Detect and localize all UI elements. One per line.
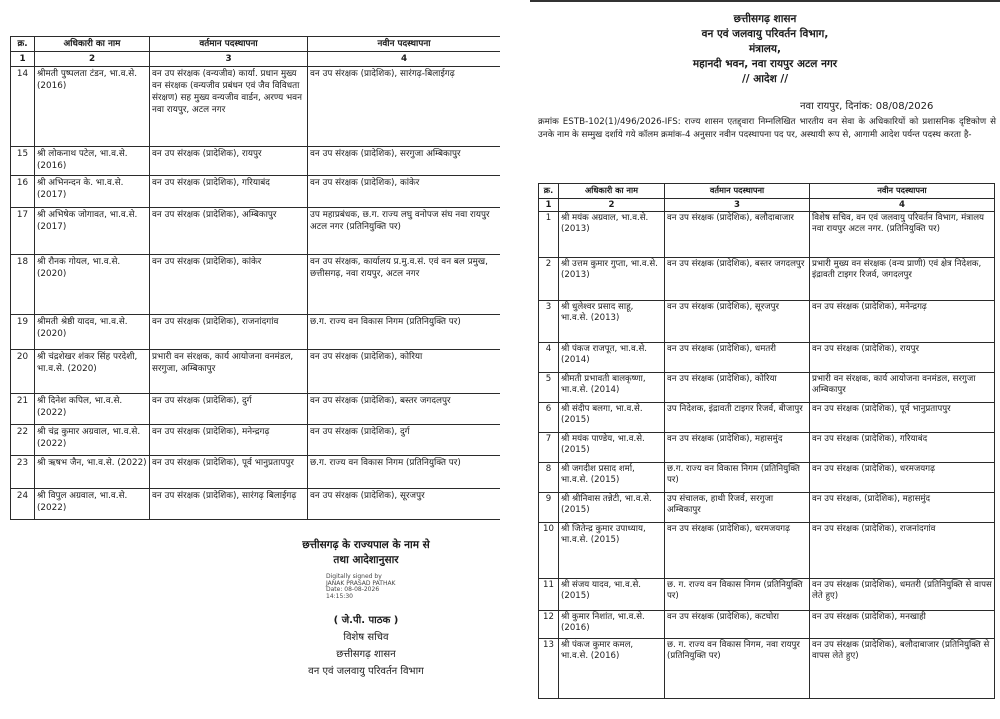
- table-row: [11, 350, 501, 394]
- cell-new-posting: वन उप संरक्षक (प्रादेशिक), कोरिया: [308, 350, 501, 394]
- col-header-sr: क्र.: [539, 184, 559, 199]
- cell-current-posting: वन उप संरक्षक (प्रादेशिक), सूरजपुर: [665, 300, 810, 342]
- cell-new-posting: वन उप संरक्षक (प्रादेशिक), सरगुजा अम्बिकापुर: [308, 147, 501, 176]
- cell-new-posting: वन उप संरक्षक (प्रादेशिक), रायपुर: [810, 342, 995, 372]
- cell-new-posting: वन उप संरक्षक (प्रादेशिक), दुर्ग: [308, 425, 501, 456]
- header-address: महानदी भवन, नवा रायपुर अटल नगर: [692, 58, 838, 70]
- table-row: [11, 489, 501, 520]
- cell-current-posting: उप संचालक, हाथी रिजर्व, सरगुजा अम्बिकापुर: [665, 492, 810, 522]
- cell-new-posting: वन उप संरक्षक (प्रादेशिक), पूर्व भानुप्रतापपुर: [810, 402, 995, 432]
- table-row: [11, 456, 501, 489]
- cell-officer-name: श्री जगदीश प्रसाद शर्मा, भा.व.से. (2015): [559, 462, 665, 492]
- cell-new-posting: वन उप संरक्षक (प्रादेशिक), सूरजपुर: [308, 489, 501, 520]
- cell-new-posting: विशेष सचिव, वन एवं जलवायु परिवर्तन विभाग, मंत्रालय नवा रायपुर अटल नगर. (प्रतिनियुक्ति पर): [810, 211, 995, 257]
- table-row: [539, 610, 995, 638]
- cell-sr: 12: [539, 610, 559, 638]
- cell-sr: 16: [11, 176, 35, 208]
- cell-sr: 19: [11, 315, 35, 350]
- cell-sr: 8: [539, 462, 559, 492]
- cell-officer-name: श्री चंद्र कुमार अग्रवाल, भा.व.से. (2022): [35, 425, 150, 456]
- cell-sr: 21: [11, 394, 35, 425]
- cell-new-posting: वन उप संरक्षक, कार्यालय प्र.मु.व.सं. एवं वन बल प्रमुख, छत्तीसगढ़, नवा रायपुर, अटल नगर: [308, 255, 501, 315]
- cell-current-posting: छ. ग. राज्य वन विकास निगम (प्रतिनियुक्ति पर): [665, 578, 810, 610]
- cell-new-posting: वन उप संरक्षक (प्रादेशिक), मनेन्द्रगढ़: [810, 300, 995, 342]
- cell-officer-name: श्री संजय यादव, भा.व.से. (2015): [559, 578, 665, 610]
- col-number: 3: [665, 198, 810, 211]
- col-number: 4: [308, 52, 501, 67]
- cell-current-posting: वन उप संरक्षक (प्रादेशिक), धरमजयगढ़: [665, 522, 810, 578]
- table-row: [11, 67, 501, 147]
- table-row: [11, 147, 501, 176]
- cell-current-posting: वन उप संरक्षक (प्रादेशिक), बलौदाबाजार: [665, 211, 810, 257]
- cell-officer-name: श्री लोकनाथ पटेल, भा.व.से. (2016): [35, 147, 150, 176]
- order-page-1: [530, 0, 1000, 719]
- col-number: 3: [150, 52, 308, 67]
- table-header-row: [11, 37, 501, 52]
- col-header-name: अधिकारी का नाम: [35, 37, 150, 52]
- col-header-current: वर्तमान पदस्थापना: [150, 37, 308, 52]
- table-row: [11, 425, 501, 456]
- cell-new-posting: वन उप संरक्षक (प्रादेशिक), बस्तर जगदलपुर: [308, 394, 501, 425]
- cell-new-posting: वन उप संरक्षक (प्रादेशिक), गरियाबंद: [810, 432, 995, 462]
- table-row: [539, 372, 995, 402]
- cell-current-posting: वन उप संरक्षक (प्रादेशिक), सारंगढ़ बिलाईगढ़: [150, 489, 308, 520]
- cell-officer-name: श्री अभिषेक जोगावत, भा.व.से. (2017): [35, 208, 150, 255]
- cell-current-posting: छ. ग. राज्य वन विकास निगम, नवा रायपुर (प्रतिनियुक्ति पर): [665, 638, 810, 698]
- table-row: [11, 394, 501, 425]
- cell-current-posting: वन उप संरक्षक (प्रादेशिक), दुर्ग: [150, 394, 308, 425]
- signatory-designation: विशेष सचिव: [343, 632, 389, 643]
- table-row: [11, 255, 501, 315]
- cell-officer-name: श्री अभिनन्दन के. भा.व.से. (2017): [35, 176, 150, 208]
- cell-sr: 4: [539, 342, 559, 372]
- header-govt: छत्तीसगढ़ शासन: [733, 13, 797, 25]
- cell-sr: 5: [539, 372, 559, 402]
- table-row: [539, 462, 995, 492]
- cell-officer-name: श्रीमती श्रेष्ठी यादव, भा.व.से. (2020): [35, 315, 150, 350]
- cell-officer-name: श्री दिनेश कपिल, भा.व.से. (2022): [35, 394, 150, 425]
- cell-new-posting: वन उप संरक्षक (प्रादेशिक), धरमजयगढ़: [810, 462, 995, 492]
- col-number: 4: [810, 198, 995, 211]
- cell-officer-name: श्री उत्तम कुमार गुप्ता, भा.व.से. (2013): [559, 257, 665, 300]
- signature-block: [232, 538, 500, 568]
- cell-sr: 23: [11, 456, 35, 489]
- cell-officer-name: श्री पंकज राजपूत, भा.व.से. (2014): [559, 342, 665, 372]
- cell-officer-name: श्री पंकज कुमार कमल, भा.व.से. (2016): [559, 638, 665, 698]
- cell-sr: 13: [539, 638, 559, 698]
- stamp-line: JANAK PRASAD PATHAK: [326, 579, 396, 587]
- cell-sr: 1: [539, 211, 559, 257]
- col-header-name: अधिकारी का नाम: [559, 184, 665, 199]
- cell-sr: 17: [11, 208, 35, 255]
- cell-new-posting: वन उप संरक्षक (प्रादेशिक), सारंगढ़-बिलाईगढ़: [308, 67, 501, 147]
- cell-officer-name: श्री धुलेश्वर प्रसाद साहू, भा.व.से. (2013): [559, 300, 665, 342]
- table-row: [539, 402, 995, 432]
- cell-sr: 11: [539, 578, 559, 610]
- cell-new-posting: प्रभारी मुख्य वन संरक्षक (वन्य प्राणी) एवं क्षेत्र निदेशक, इंद्रावती टाइगर रिजर्व, जगदलपुर: [810, 257, 995, 300]
- cell-current-posting: वन उप संरक्षक (प्रादेशिक), मनेन्द्रगढ़: [150, 425, 308, 456]
- col-header-new: नवीन पदस्थापना: [810, 184, 995, 199]
- signatory-details: [232, 612, 500, 680]
- order-paragraph: क्रमांक ESTB-102(1)/496/2026-IFS: राज्य शासन एतद्द्वारा निम्नलिखित भारतीय वन सेवा के अधिकारियों को प्रशासनिक दृष्टिकोण से उनके नाम के सम्मुख दर्शाये गये कॉलम क्रमांक-4 अनुसार नवीन पदस्थापना पद पर, अस्थायी रूप से, आगामी आदेश पर्यन्त पदस्थ करता है-: [538, 117, 996, 140]
- signatory-department: वन एवं जलवायु परिवर्तन विभाग: [308, 666, 424, 677]
- left-posting-table: [10, 36, 500, 520]
- col-header-new: नवीन पदस्थापना: [308, 37, 501, 52]
- cell-officer-name: श्रीमती पुष्पलता टंडन, भा.व.से. (2016): [35, 67, 150, 147]
- cell-current-posting: वन उप संरक्षक (प्रादेशिक), कोरिया: [665, 372, 810, 402]
- signatory-name: ( जे.पी. पाठक ): [333, 615, 399, 626]
- table-row: [539, 211, 995, 257]
- col-number: 1: [11, 52, 35, 67]
- cell-current-posting: वन उप संरक्षक (प्रादेशिक), राजनांदगांव: [150, 315, 308, 350]
- column-number-row: [539, 198, 995, 211]
- cell-new-posting: वन उप संरक्षक (प्रादेशिक), राजनांदगांव: [810, 522, 995, 578]
- cell-new-posting: वन उप संरक्षक, (प्रादेशिक), महासमुंद: [810, 492, 995, 522]
- cell-officer-name: श्री श्रीनिवास तन्नेटी, भा.व.से. (2015): [559, 492, 665, 522]
- cell-officer-name: श्रीमती प्रभावती बालकृष्णा, भा.व.से. (2014): [559, 372, 665, 402]
- cell-officer-name: श्री विपुल अग्रवाल, भा.व.से. (2022): [35, 489, 150, 520]
- cell-sr: 20: [11, 350, 35, 394]
- cell-current-posting: उप निदेशक, इंद्रावती टाइगर रिजर्व, बीजापुर: [665, 402, 810, 432]
- table-row: [11, 208, 501, 255]
- table-row: [539, 432, 995, 462]
- cell-sr: 14: [11, 67, 35, 147]
- cell-officer-name: श्री कुमार निशांत, भा.व.से. (2016): [559, 610, 665, 638]
- table-row: [539, 522, 995, 578]
- cell-current-posting: वन उप संरक्षक (प्रादेशिक), अम्बिकापुर: [150, 208, 308, 255]
- cell-new-posting: वन उप संरक्षक (प्रादेशिक), धमतरी (प्रतिनियुक्ति से वापस लेते हुए): [810, 578, 995, 610]
- header-department: वन एवं जलवायु परिवर्तन विभाग,: [701, 28, 829, 40]
- col-number: 1: [539, 198, 559, 211]
- cell-new-posting: प्रभारी वन संरक्षक, कार्य आयोजना वनमंडल, सरगुजा अम्बिकापुर: [810, 372, 995, 402]
- stamp-line: Digitally signed by: [326, 573, 382, 580]
- cell-officer-name: श्री ऋषभ जैन, भा.व.से. (2022): [35, 456, 150, 489]
- cell-sr: 15: [11, 147, 35, 176]
- cell-sr: 9: [539, 492, 559, 522]
- order-date: नवा रायपुर, दिनांक: 08/08/2026: [800, 101, 934, 112]
- table-row: [539, 342, 995, 372]
- header-ministry: मंत्रालय,: [749, 43, 781, 55]
- table-row: [539, 257, 995, 300]
- header-order-title: // आदेश //: [741, 73, 789, 85]
- col-number: 2: [35, 52, 150, 67]
- cell-current-posting: वन उप संरक्षक (वन्यजीव) कार्या. प्रधान मुख्य वन संरक्षक (वन्यजीव प्रबंधन एवं जैव विविधता संरक्षण) सह मुख्य वन्यजीव वार्डन, अरण्य भवन नवा रायपुर, अटल नगर: [150, 67, 308, 147]
- cell-new-posting: वन उप संरक्षक (प्रादेशिक), कांकेर: [308, 176, 501, 208]
- table-row: [11, 315, 501, 350]
- cell-sr: 3: [539, 300, 559, 342]
- cell-current-posting: वन उप संरक्षक (प्रादेशिक), धमतरी: [665, 342, 810, 372]
- cell-sr: 24: [11, 489, 35, 520]
- cell-current-posting: वन उप संरक्षक (प्रादेशिक), गरियाबंद: [150, 176, 308, 208]
- cell-new-posting: उप महाप्रबंधक, छ.ग. राज्य लघु वनोपज संघ नवा रायपुर अटल नगर (प्रतिनियुक्ति पर): [308, 208, 501, 255]
- signature-line-1: छत्तीसगढ़ के राज्यपाल के नाम से: [302, 539, 430, 551]
- table-row: [539, 300, 995, 342]
- cell-officer-name: श्री जितेन्द्र कुमार उपाध्याय, भा.व.से. (2015): [559, 522, 665, 578]
- cell-current-posting: वन उप संरक्षक (प्रादेशिक), कटघोरा: [665, 610, 810, 638]
- cell-new-posting: वन उप संरक्षक (प्रादेशिक), मनखाही: [810, 610, 995, 638]
- table-header-row: [539, 184, 995, 199]
- cell-current-posting: वन उप संरक्षक (प्रादेशिक), महासमुंद: [665, 432, 810, 462]
- col-header-sr: क्र.: [11, 37, 35, 52]
- signature-line-2: तथा आदेशानुसार: [333, 554, 399, 566]
- stamp-line: Date: 08-08-2026: [326, 586, 380, 593]
- col-number: 2: [559, 198, 665, 211]
- table-row: [539, 578, 995, 610]
- table-row: [539, 492, 995, 522]
- cell-new-posting: वन उप संरक्षक (प्रादेशिक), बलौदाबाजार (प्रतिनियुक्ति से वापस लेते हुए): [810, 638, 995, 698]
- cell-sr: 7: [539, 432, 559, 462]
- digital-signature-stamp: [326, 574, 416, 600]
- signatory-government: छत्तीसगढ़ शासन: [336, 649, 396, 660]
- stamp-line: 14:15:30: [326, 592, 353, 600]
- cell-sr: 18: [11, 255, 35, 315]
- cell-officer-name: श्री मयंक अग्रवाल, भा.व.से. (2013): [559, 211, 665, 257]
- cell-current-posting: वन उप संरक्षक (प्रादेशिक), बस्तर जगदलपुर: [665, 257, 810, 300]
- table-row: [11, 176, 501, 208]
- cell-officer-name: श्री संदीप बलगा, भा.व.से. (2015): [559, 402, 665, 432]
- cell-officer-name: श्री चंद्रशेखर शंकर सिंह परदेशी, भा.व.से. (2020): [35, 350, 150, 394]
- table-row: [539, 638, 995, 698]
- cell-current-posting: छ.ग. राज्य वन विकास निगम (प्रतिनियुक्ति पर): [665, 462, 810, 492]
- col-header-current: वर्तमान पदस्थापना: [665, 184, 810, 199]
- cell-current-posting: वन उप संरक्षक (प्रादेशिक), पूर्व भानुप्रतापपुर: [150, 456, 308, 489]
- cell-current-posting: वन उप संरक्षक (प्रादेशिक), कांकेर: [150, 255, 308, 315]
- cell-officer-name: श्री रौनक गोयल, भा.व.से. (2020): [35, 255, 150, 315]
- right-posting-table: [538, 183, 995, 699]
- cell-sr: 6: [539, 402, 559, 432]
- cell-current-posting: वन उप संरक्षक (प्रादेशिक), रायपुर: [150, 147, 308, 176]
- cell-sr: 10: [539, 522, 559, 578]
- column-number-row: [11, 52, 501, 67]
- top-border: [530, 0, 1000, 2]
- cell-current-posting: प्रभारी वन संरक्षक, कार्य आयोजना वनमंडल, सरगुजा, अम्बिकापुर: [150, 350, 308, 394]
- cell-new-posting: छ.ग. राज्य वन विकास निगम (प्रतिनियुक्ति पर): [308, 456, 501, 489]
- cell-sr: 2: [539, 257, 559, 300]
- cell-officer-name: श्री मयंक पाण्डेय, भा.व.से. (2015): [559, 432, 665, 462]
- cell-sr: 22: [11, 425, 35, 456]
- cell-new-posting: छ.ग. राज्य वन विकास निगम (प्रतिनियुक्ति पर): [308, 315, 501, 350]
